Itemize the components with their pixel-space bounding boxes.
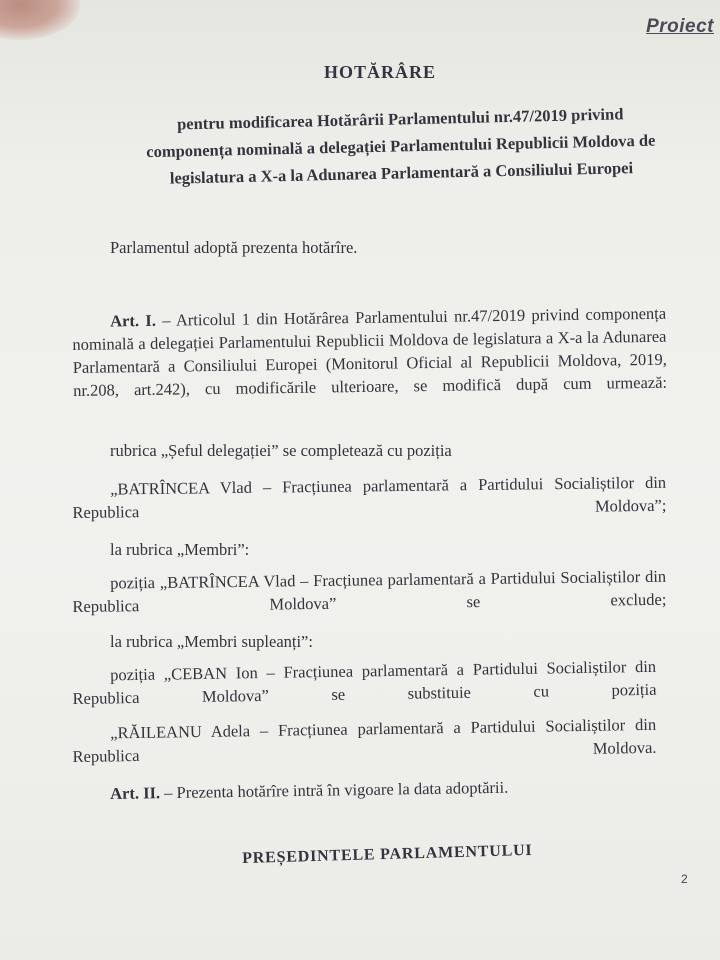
list-item: la rubrica „Membri”: [110, 540, 250, 559]
signature-title: PREȘEDINTELE PARLAMENTULUI [242, 841, 533, 867]
article-1 [72, 302, 667, 402]
subtitle-line: componența nominală a delegației Parlamentului Republicii Moldova de [146, 130, 656, 162]
document-title: HOTĂRÂRE [323, 62, 436, 82]
article-2-text: – Prezenta hotărîre intră în vigoare la data adoptării. [159, 777, 509, 803]
draft-stamp: Proiect [646, 16, 714, 37]
list-item: poziția „CEBAN Ion – Fracțiunea parlamentară a Partidului Socialiștilor din Republica Moldova” se substituie cu poziția [72, 656, 657, 708]
document-subtitle [110, 99, 692, 193]
subtitle-line: legislatura a X-a la Adunarea Parlamentară a Consiliului Europei [169, 158, 634, 188]
page-number: 2 [681, 872, 688, 886]
article-2-label: Art. II. [110, 783, 161, 803]
article-2 [110, 778, 508, 804]
indent [72, 326, 110, 327]
article-1-text: – Articolul 1 din Hotărârea Parlamentului nr.47/2019 privind componența nominală a delegației Parlamentului Republicii Moldova de legislatura a X-a la Adunarea Parlamentară a Consiliului Europei (Monitorul Oficial al Republicii Moldova, 2019, nr.208, art.242), cu modificările ulterioare, se modifică după cum urmează: [72, 303, 668, 400]
article-1-label: Art. I. [110, 310, 157, 331]
subtitle-line: pentru modificarea Hotărârii Parlamentului nr.47/2019 privind [176, 104, 624, 134]
preamble: Parlamentul adoptă prezenta hotărîre. [110, 238, 358, 257]
list-item: poziția „BATRÎNCEA Vlad – Fracțiunea parlamentară a Partidului Socialiștilor din Republica Moldova” se exclude; [72, 566, 667, 616]
list-item: la rubrica „Membri supleanți”: [110, 632, 313, 651]
list-item: „RĂILEANU Adela – Fracțiunea parlamentară a Partidului Socialiștilor din Republica Moldova. [72, 714, 657, 766]
list-item: „BATRÎNCEA Vlad – Fracțiunea parlamentară a Partidului Socialiștilor din Republica Moldova”; [72, 472, 667, 522]
finger-shadow [0, 0, 80, 40]
list-item: rubrica „Șeful delegației” se completează cu poziția [110, 441, 452, 460]
